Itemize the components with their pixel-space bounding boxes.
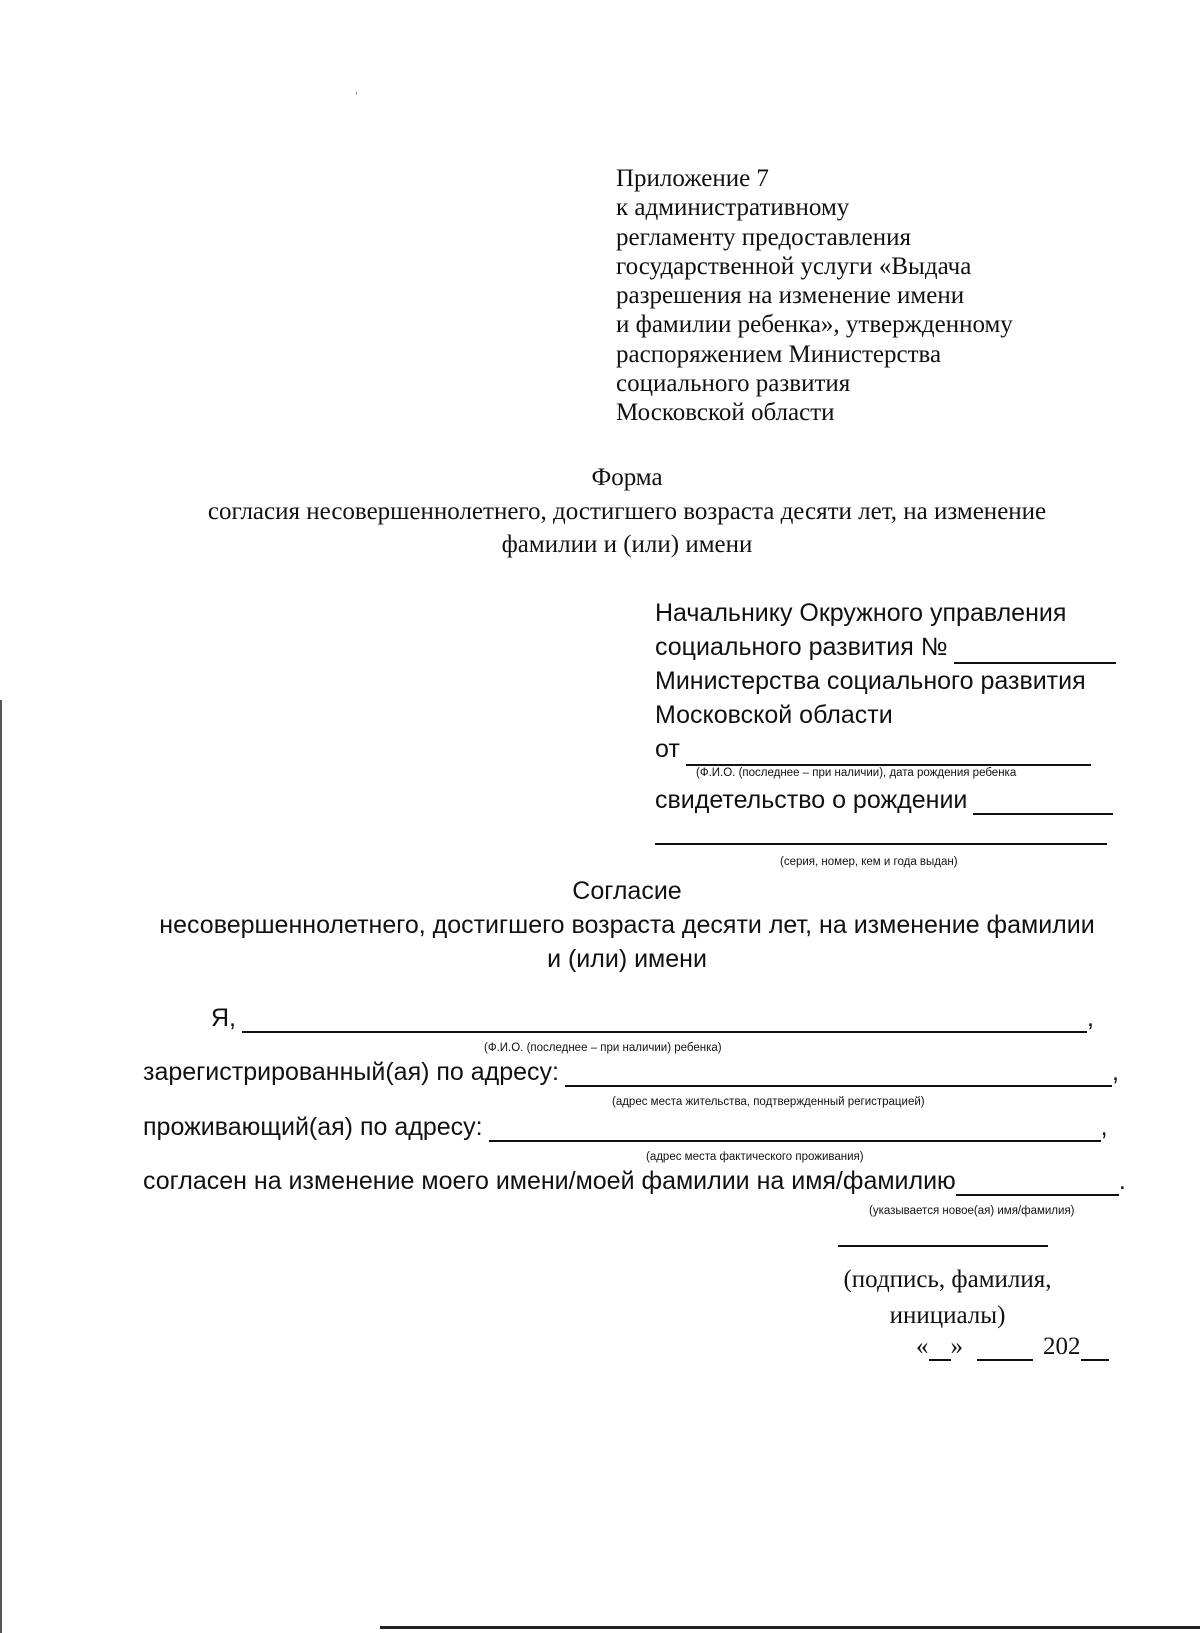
form-title: Форма xyxy=(591,464,663,491)
signature-field[interactable] xyxy=(838,1245,1048,1247)
from-name-field[interactable] xyxy=(686,738,1091,766)
addressee-line: Начальнику Окружного управления xyxy=(655,599,1067,627)
living-row: проживающий(ая) по адресу: , xyxy=(143,1113,1108,1141)
scan-edge-left xyxy=(0,700,2,1633)
registered-hint: (адрес места жительства, подтвержденный регистрацией) xyxy=(612,1096,925,1108)
appendix-block xyxy=(616,164,1013,428)
living-hint: (адрес места фактического проживания) xyxy=(646,1151,864,1163)
birth-cert-field-continued[interactable] xyxy=(655,843,1107,845)
child-name-field[interactable] xyxy=(242,1009,1087,1033)
consent-subtitle-line: и (или) имени xyxy=(547,945,707,973)
i-row: Я, , xyxy=(211,1004,1094,1032)
addressee-block xyxy=(655,596,1116,766)
appendix-line: Московской области xyxy=(616,399,835,427)
appendix-line: Приложение 7 xyxy=(616,165,769,192)
appendix-line: социального развития xyxy=(616,370,851,398)
date-row: « » 202 xyxy=(916,1333,1109,1361)
registered-address-field[interactable] xyxy=(565,1063,1112,1087)
agree-hint: (указывается новое(ая) имя/фамилия) xyxy=(869,1205,1075,1217)
i-hint: (Ф.И.О. (последнее – при наличии) ребенка) xyxy=(484,1042,722,1054)
birth-cert-field[interactable] xyxy=(973,791,1113,815)
date-month-field[interactable] xyxy=(977,1335,1033,1361)
form-subtitle-line: фамилии и (или) имени xyxy=(501,531,753,558)
appendix-line: к административному xyxy=(616,194,850,222)
scan-edge-bottom xyxy=(380,1626,1200,1629)
date-year-field[interactable] xyxy=(1081,1335,1109,1361)
appendix-line: регламенту предоставления xyxy=(616,223,912,251)
consent-title: Согласие xyxy=(572,877,682,905)
department-number-field[interactable] xyxy=(954,636,1116,664)
date-day-field[interactable] xyxy=(929,1335,951,1361)
signature-caption: (подпись, фамилия, инициалы) xyxy=(843,1266,1052,1329)
form-subtitle-line: согласия несовершеннолетнего, достигшего возраста десяти лет, на изменение xyxy=(207,498,1047,525)
appendix-line: распоряжением Министерства xyxy=(616,340,942,368)
from-hint: (Ф.И.О. (последнее – при наличии), дата рождения ребенка xyxy=(696,767,1017,779)
addressee-line: социального развития № xyxy=(655,630,1116,664)
birth-cert-hint: (серия, номер, кем и года выдан) xyxy=(780,856,958,868)
agree-row: согласен на изменение моего имени/моей фамилии на имя/фамилию . xyxy=(143,1167,1126,1195)
appendix-line: государственной услуги «Выдача xyxy=(616,252,972,280)
scan-speck xyxy=(356,92,357,95)
addressee-line: Московской области xyxy=(655,701,893,729)
consent-subtitle-line: несовершеннолетнего, достигшего возраста десяти лет, на изменение фамилии xyxy=(159,911,1095,939)
living-address-field[interactable] xyxy=(489,1118,1101,1142)
addressee-line: Министерства социального развития xyxy=(655,667,1086,695)
birth-cert-row: свидетельство о рождении xyxy=(655,786,1113,815)
appendix-line: разрешения на изменение имени xyxy=(616,282,965,310)
registered-row: зарегистрированный(ая) по адресу: , xyxy=(143,1058,1119,1086)
from-row: от xyxy=(655,732,1116,766)
appendix-line: и фамилии ребенка», утвержденному xyxy=(616,311,1013,339)
new-name-field[interactable] xyxy=(956,1172,1119,1196)
